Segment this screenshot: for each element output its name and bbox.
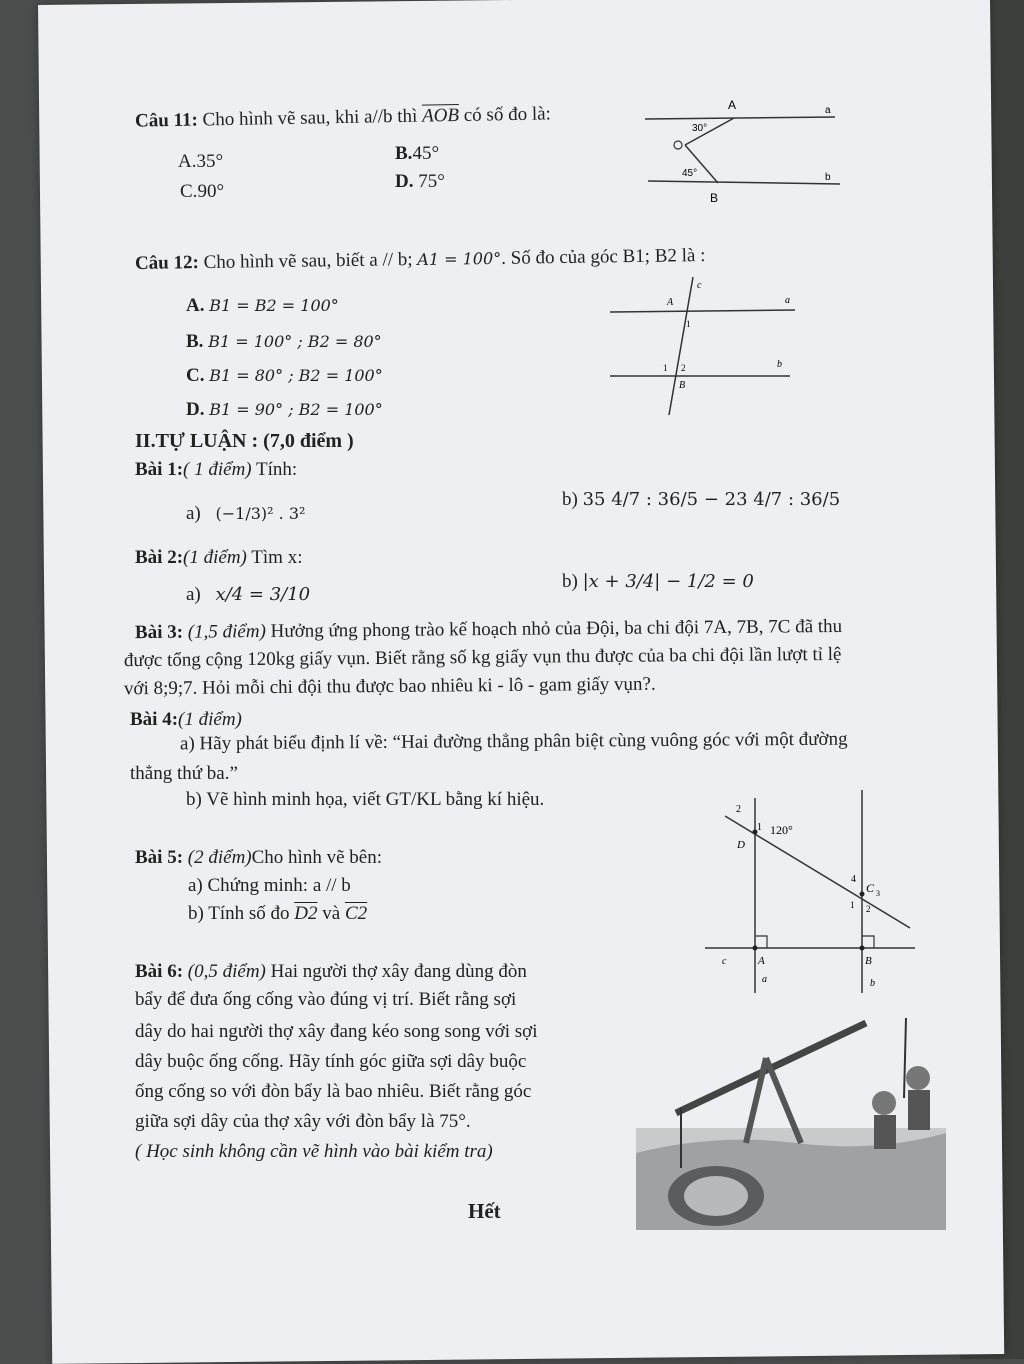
svg-text:3: 3 [876,889,880,898]
q11-angle-bottom: 45° [682,168,698,179]
q12-figure [605,272,805,422]
bai6-line6: giữa sợi dây của thợ xây với đòn bẩy là 75°. [135,1111,471,1132]
bai5-a: a) Chứng minh: a // b [188,875,351,896]
svg-text:C: C [866,881,875,895]
svg-text:D: D [737,839,745,851]
svg-text:b: b [777,359,782,370]
q11-angle: $\overline{AOB}$ [421,104,460,127]
svg-text:2: 2 [866,904,871,914]
bai1-b: b) 35 4/7 : 36/5 − 23 4/7 : 36/5 [562,489,841,510]
q11-option-c: C.90° [180,181,225,202]
svg-text:4: 4 [851,874,856,885]
bai5-figure [700,788,920,998]
svg-text:c: c [722,956,727,967]
end-mark: Hết [468,1199,501,1223]
bai2-a: a) x/4 = 3/10 [186,584,311,605]
bai2-b: b) |x + 3/4| − 1/2 = 0 [562,571,754,592]
svg-text:a: a [785,295,790,306]
bai5-heading: Bài 5: (2 điểm)Cho hình vẽ bên: [135,847,382,868]
bai3-line2: được tổng cộng 120kg giấy vụn. Biết rằng số kg giấy vụn thu được của ba chi đội lần lượt tỉ lệ [123,643,842,672]
q12-given: A1 = 100° [417,248,502,270]
q12-option-a: A. B1 = B2 = 100° [186,295,339,316]
q11-option-d: D. 75° [395,171,445,192]
lever-illustration [636,1018,946,1230]
q11-figure [640,95,870,210]
q11-question [135,104,551,132]
q11-text-end: có số đo là: [463,103,552,126]
bai6-line5: ống cống so với đòn bẩy là bao nhiêu. Biết rằng góc [135,1081,532,1102]
bai6-line2: bẩy để đưa ống cống vào đúng vị trí. Biết rằng sợi [135,989,517,1010]
svg-text:B: B [679,380,686,391]
q12-option-b: B. B1 = 100° ; B2 = 80° [186,331,382,352]
bai4-a-line1: a) Hãy phát biểu định lí về: “Hai đường thẳng phân biệt cùng vuông góc với một đường [179,728,848,755]
svg-text:2: 2 [681,363,686,373]
svg-text:c: c [697,280,702,291]
q11-point-o [674,141,682,149]
q11-label-b-point: B [710,191,719,205]
q12-question: Câu 12: Cho hình vẽ sau, biết a // b; A1 = 100°. Số đo của góc B1; B2 là : [134,245,706,274]
svg-text:b: b [870,978,875,989]
svg-text:1: 1 [686,319,691,329]
bai4-a-line2: thẳng thứ ba.” [130,763,238,784]
bai6-note: ( Học sinh không cần vẽ hình vào bài kiểm tra) [135,1141,493,1162]
svg-text:2: 2 [736,804,741,815]
bai1-a: a) (−1/3)² . 3² [186,503,306,524]
q11-title: Câu 11: [134,109,199,132]
svg-text:A: A [758,955,765,967]
bai3-line3: với 8;9;7. Hỏi mỗi chi đội thu được bao nhiêu ki - lô - gam giấy vụn?. [123,673,656,700]
q11-option-b: B.45° [395,143,440,164]
bai1-heading: Bài 1:( 1 điểm) Tính: [135,459,298,480]
svg-text:1: 1 [663,363,668,373]
q11-option-a: A.35° [178,151,224,172]
bai4-b-line: b) Vẽ hình minh họa, viết GT/KL bằng kí hiệu. [186,789,545,810]
q11-label-line-a: a [825,105,831,116]
q11-label-a-point: A [728,98,737,112]
q11-line-b [648,181,840,184]
q11-text: Cho hình vẽ sau, khi a//b thì [202,105,418,131]
q11-angle-top: 30° [692,123,708,134]
bai4-heading: Bài 4:(1 điểm) [130,709,242,730]
bai5-b: b) Tính số đo D2 và C2 [188,903,368,924]
svg-text:1: 1 [757,822,762,833]
bai3-line1: Bài 3: (1,5 điểm) Hưởng ứng phong trào kế hoạch nhỏ của Đội, ba chi đội 7A, 7B, 7C đã thu [134,615,843,644]
part2-heading: II.TỰ LUẬN : (7,0 điểm ) [135,430,354,452]
q11-line-a [645,117,835,119]
q11-label-line-b: b [825,172,831,183]
svg-text:A: A [667,297,674,308]
bai6-line4: dây buộc ống cống. Hãy tính góc giữa sợi dây buộc [135,1051,527,1072]
bai6-line1: Bài 6: (0,5 điểm) Hai người thợ xây đang dùng đòn [135,961,527,982]
q12-option-d: D. B1 = 90° ; B2 = 100° [186,399,383,420]
svg-text:a: a [762,974,767,985]
svg-text:1: 1 [850,900,855,910]
svg-text:B: B [865,955,872,967]
svg-text:120°: 120° [770,823,793,837]
q12-option-c: C. B1 = 80° ; B2 = 100° [186,365,383,386]
bai2-heading: Bài 2:(1 điểm) Tìm x: [135,547,303,568]
bai6-line3: dây do hai người thợ xây đang kéo song song với sợi [135,1021,538,1042]
